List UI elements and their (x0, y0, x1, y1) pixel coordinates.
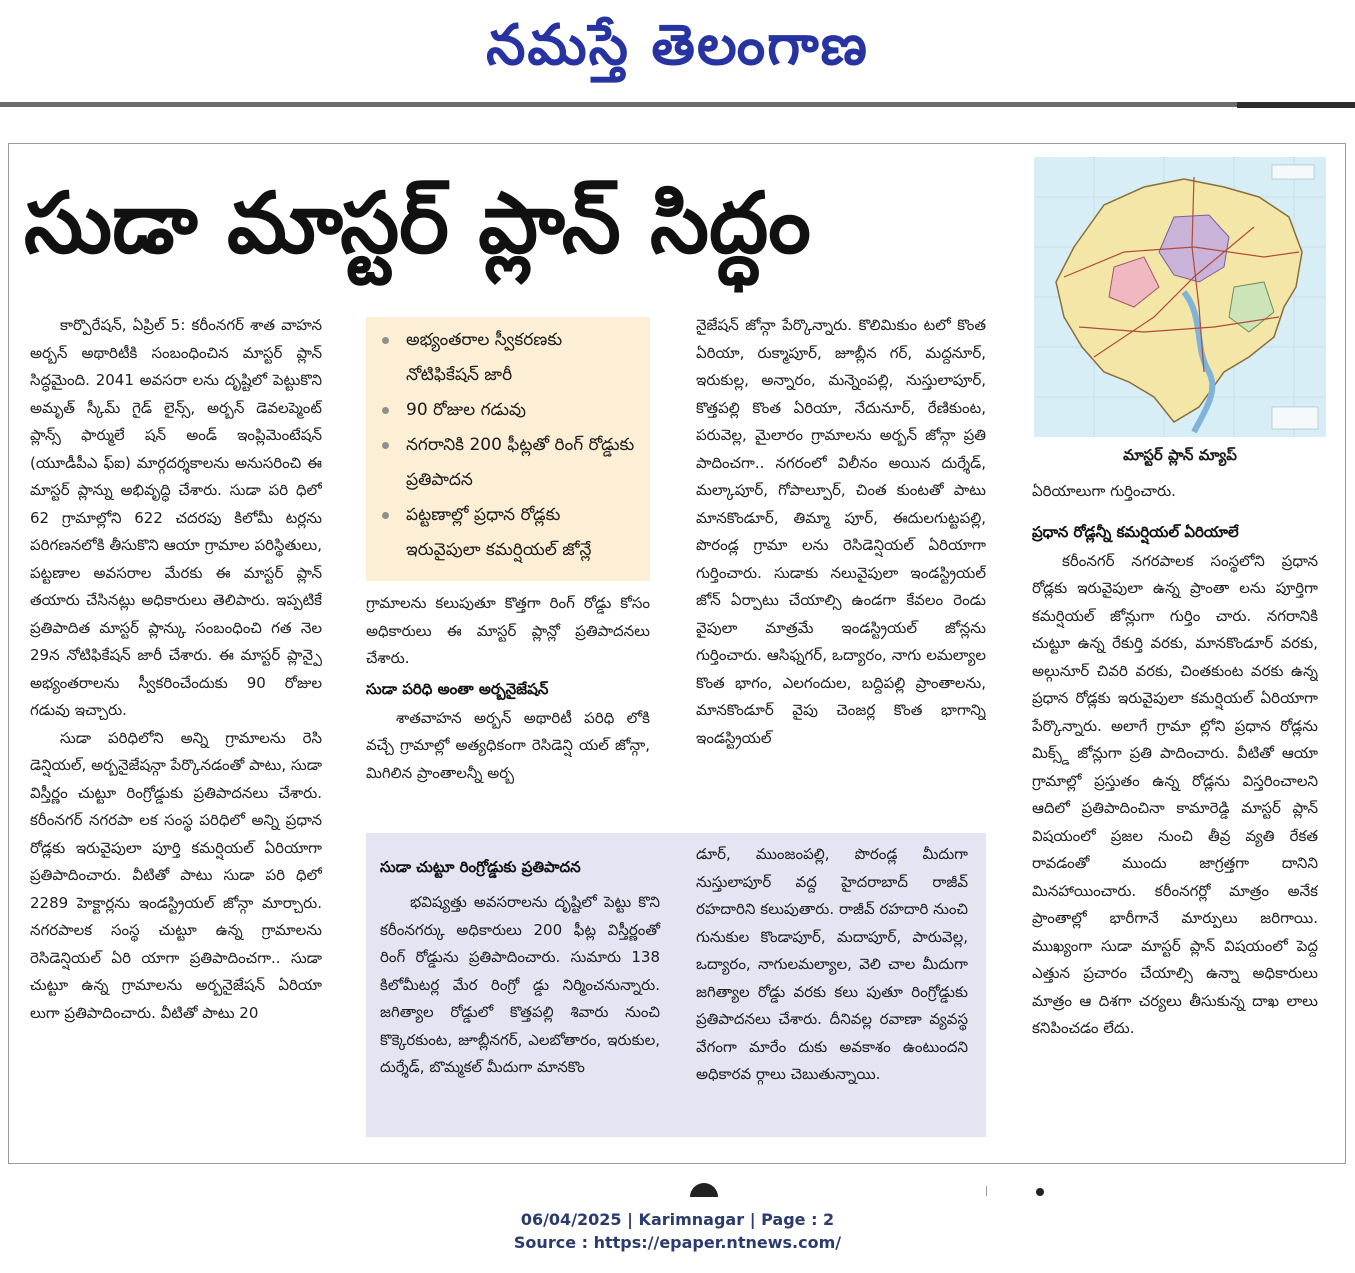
paragraph: కార్పొరేషన్, ఏప్రిల్ 5: కరీంనగర్ శాత వాహన అర్బన్ అథారిటీకి సంబంధించిన మాస్టర్ ప్లాన్ సిద్ధమైంది. 2041 అవసరా లను దృష్టిలో పెట్టుకొని అమృత్ స్కీమ్ గైడ్ లైన్స్, అర్బన్ డెవలప్మెంట్ ప్లాన్స్ ఫార్ములే షన్ అండ్ ఇంప్లిమెంటేషన్ (యూడీపీఎ ఫ్ఐ) మార్గదర్శకాలను అనుసరించి ఈ మాస్టర్ ప్లాన్ను అభివృద్ధి చేశారు. సుడా పరి ధిలో 62 గ్రామాల్లోని 622 చదరపు కిలోమీ టర్లను పరిగణనలోకి తీసుకొని ఆయా గ్రామాల పరిస్థితులు, పట్టణాల అవసరాల మేరకు ఈ మాస్టర్ ప్లాన్ తయారు చేసినట్లు అధికారులు తెలిపారు. ఇప్పటికే ప్రతిపాదిత మాస్టర్ ప్లాన్కు సంబంధించి గత నెల 29న నోటిఫికేషన్ జారీ చేశారు. ఈ మాస్టర్ ప్లాన్పై అభ్యంతరాలను స్వీకరించేందుకు 90 రోజుల గడువు ఇచ్చారు. (30, 316, 322, 719)
paragraph: భవిష్యత్తు అవసరాలను దృష్టిలో పెట్టు కొని కరీంనగర్కు అధికారులు 200 ఫీట్ల విస్తీర్ణంతో రింగ్ రోడ్డును ప్రతిపాదించారు. సుమారు 138 కిలోమీటర్ల మేర రింగ్రో డ్డు నిర్మించనున్నారు. జగిత్యాల రోడ్డులో కొత్తపల్లి శివారు నుంచి కొక్కెరకుంట, జూబ్లీనగర్, ఎలబోతారం, ఇరుకుల, దుర్శేడ్, బొమ్మకల్ మీదుగా మానకొం (380, 893, 660, 1076)
highlight-item (378, 498, 640, 568)
highlight-text: నగరానికి 200 ఫీట్లతో రింగ్ రోడ్డుకు ప్రతిపాదన (406, 435, 635, 490)
paragraph: నైజేషన్ జోన్గా పేర్కొన్నారు. కొలిమికుం టలో కొంత ఏరియా, రుక్మాపూర్, జూబ్లీన గర్, మద్దనూర్, ఇరుకుల్ల, అన్నారం, మన్నెంపల్లి, నుస్తులాపూర్, కొత్తపల్లి కొంత ఏరియా, నేదునూర్, రేణికుంట, పరువెల్ల, మైలారం గ్రామాలను అర్బన్ జోన్గా ప్రతి పాదించగా.. నగరంలో విలీనం అయిన దుర్శేడ్, మల్కాపూర్, గోపాల్పూర్, చింత కుంటతో పాటు మానకొండూర్, తిమ్మా పూర్, ఈదులగుట్టపల్లి, పొరండ్ల గ్రామా లను రెసిడెన్షియల్ ఏరియాగా గుర్తించారు. సుడాకు నలువైపులా ఇండస్ట్రియల్ జోన్ ఏర్పాటు చేయాల్సి ఉండగా కేవలం రెండు వైపులా మాత్రమే ఇండస్ట్రియల్ జోన్లను గుర్తించారు. ఆసిఫ్నగర్, ఒద్యారం, నాగు లమల్యాల కొంత భాగం, ఎలగందుల, బద్దిపల్లి ప్రాంతాలను, మానకొండూర్ వైపు చెంజర్ల కొంత భాగాన్ని ఇండస్ట్రియల్ (696, 316, 986, 747)
bullet-icon (382, 442, 389, 449)
paragraph: శాతవాహన అర్బన్ అథారిటీ పరిధి లోకి వచ్చే గ్రామాల్లో అత్యధికంగా రెసిడెన్షి యల్ జోన్గా, మిగిలిన ప్రాంతాలన్నీ అర్బ (366, 708, 650, 782)
article-column-4 (1032, 478, 1318, 1154)
subheading: ప్రధాన రోడ్లన్నీ కమర్షియల్ ఏరియాలే (1032, 522, 1239, 541)
next-article-fragment (1036, 1188, 1044, 1196)
bullet-icon (382, 512, 389, 519)
footer-date-edition: 06/04/2025 | Karimnagar | Page : 2 (520, 1210, 835, 1229)
article-column-2 (366, 590, 650, 820)
paragraph: ఏరియాలుగా గుర్తించారు. (1032, 482, 1176, 500)
masthead-logo: నమస్తే తెలంగాణ (486, 13, 869, 78)
highlight-item (378, 393, 640, 428)
headline: సుడా మాస్టర్ ప్లాన్ సిద్ధం (24, 174, 811, 272)
highlight-text: పట్టణాల్లో ప్రధాన రోడ్లకు ఇరువైపులా కమర్షియల్ జోన్లే (406, 505, 592, 560)
map-caption: మాస్టర్ ప్లాన్ మ్యాప్ (1123, 446, 1237, 464)
paragraph: గ్రామాలను కలుపుతూ కొత్తగా రింగ్ రోడ్డు కోసం అధికారులు ఈ మాస్టర్ ప్లాన్లో ప్రతిపాదనలు చేశారు. (366, 594, 650, 667)
bullet-icon (382, 337, 389, 344)
paragraph: కరీంనగర్ నగరపాలక సంస్థలోని ప్రధాన రోడ్లకు ఇరువైపులా ఉన్న ప్రాంతా లను పూర్తిగా కమర్షియల్ జోన్లుగా గుర్తిం చారు. నగరానికి చుట్టూ ఉన్న రేకుర్తి వరకు, మానకొండూర్ వరకు, అల్గునూర్ చివరి వరకు, చింతకుంట వరకు ఉన్న ప్రధాన రోడ్లకు ఇరువైపులా కమర్షియల్ ఏరియాగా పేర్కొన్నారు. అలాగే గ్రామా ల్లోని ప్రధాన రోడ్లను మిక్స్డ్ జోన్లుగా ప్రతి పాదించారు. వీటితో ఆయా గ్రామాల్లో ప్రస్తుతం ఉన్న రోడ్లను విస్తరించాలని ఆదిలో ప్రతిపాదించినా కామారెడ్డి మాస్టర్ ప్లాన్ విషయంలో ప్రజల నుంచి తీవ్ర వ్యతి రేకత రావడంతో ముందు జాగ్రత్తగా దానిని మినహాయించారు. కరీంనగర్లో మాత్రం అనేక ప్రాంతాల్లో భారీగానే మార్పులు జరిగాయి. ముఖ్యంగా సుడా మాస్టర్ ప్లాన్ విషయంలో పెద్ద ఎత్తున ప్రచారం చేయాల్సి ఉన్నా అధికారులు మాత్రం ఆ దిశగా చర్యలు తీసుకున్న దాఖ లాలు కనిపించడం లేదు. (1032, 551, 1318, 1037)
highlights-box (366, 317, 650, 581)
paragraph: డూర్, ముంజంపల్లి, పొరండ్ల మీదుగా నుస్తులాపూర్ వద్ద హైదరాబాద్ రాజీవ్ రహదారిని కలుపుతారు. రాజీవ్ రహదారి నుంచి గునుకుల కొండాపూర్, మదాపూర్, పారువెల్ల, ఒద్యారం, నాగులమల్యాల, వెలి చాల మీదుగా జగిత్యాల రోడ్డు వరకు కలు పుతూ రింగ్రోడ్డుకు ప్రతిపాదనలు చేశారు. దీనివల్ల రవాణా వ్యవస్థ వేగంగా మారేం దుకు అవకాశం ఉంటుందని అధికారవ ర్గాలు చెబుతున్నాయి. (696, 845, 968, 1083)
subheading: సుడా పరిధి అంతా అర్బనైజేషన్ (366, 679, 549, 698)
highlight-text: 90 రోజుల గడువు (406, 400, 526, 420)
highlight-text: అభ్యంతరాల స్వీకరణకు నోటిఫికేషన్ జారీ (406, 330, 563, 385)
paragraph: సుడా పరిధిలోని అన్ని గ్రామాలను రెసి డెన్షియల్, అర్బనైజేషన్గా పేర్కొనడంతో పాటు, సుడా విస్తీర్ణం చుట్టూ రింగ్రోడ్డుకు ప్రతిపాదనలు చేశారు. కరీంనగర్ నగరపా లక సంస్థ పరిధిలో అన్ని ప్రధాన రోడ్లకు ఇరువైపులా పూర్తి కమర్షియల్ ఏరియాగా ప్రతిపాదించారు. వీటితో పాటు సుడా పరి ధిలో 2289 హెక్టార్లను ఇండస్ట్రియల్ జోన్గా మార్చారు. నగరపాలక సంస్థ చుట్టూ ఉన్న గ్రామాలను రెసిడెన్షియల్ ఏరి యాగా ప్రతిపాదించగా.. సుడా చుట్టూ ఉన్న గ్రామాలను అర్బనైజేషన్ ఏరియా లుగా ప్రతిపాదించారు. వీటితో పాటు 20 (30, 728, 322, 1022)
subheading: సుడా చుట్టూ రింగ్రోడ్డుకు ప్రతిపాదన (380, 858, 581, 876)
ring-road-box (366, 833, 986, 1137)
column-separator (986, 1186, 987, 1196)
masthead-divider (0, 102, 1355, 107)
next-article-fragment (690, 1183, 718, 1197)
ring-road-right-column (696, 841, 968, 1089)
ring-road-left-column (380, 851, 660, 1082)
masthead (0, 0, 1355, 100)
master-plan-map-image (1034, 157, 1326, 437)
highlight-item (378, 323, 640, 393)
footer-source-link[interactable]: Source : https://epaper.ntnews.com/ (513, 1233, 842, 1252)
masthead-divider-accent (1237, 102, 1355, 108)
article-column-1 (30, 312, 322, 1142)
article-column-3 (696, 312, 986, 812)
map-graphic (1034, 157, 1326, 437)
highlights-list (378, 323, 640, 568)
bullet-icon (382, 407, 389, 414)
highlight-item (378, 428, 640, 498)
